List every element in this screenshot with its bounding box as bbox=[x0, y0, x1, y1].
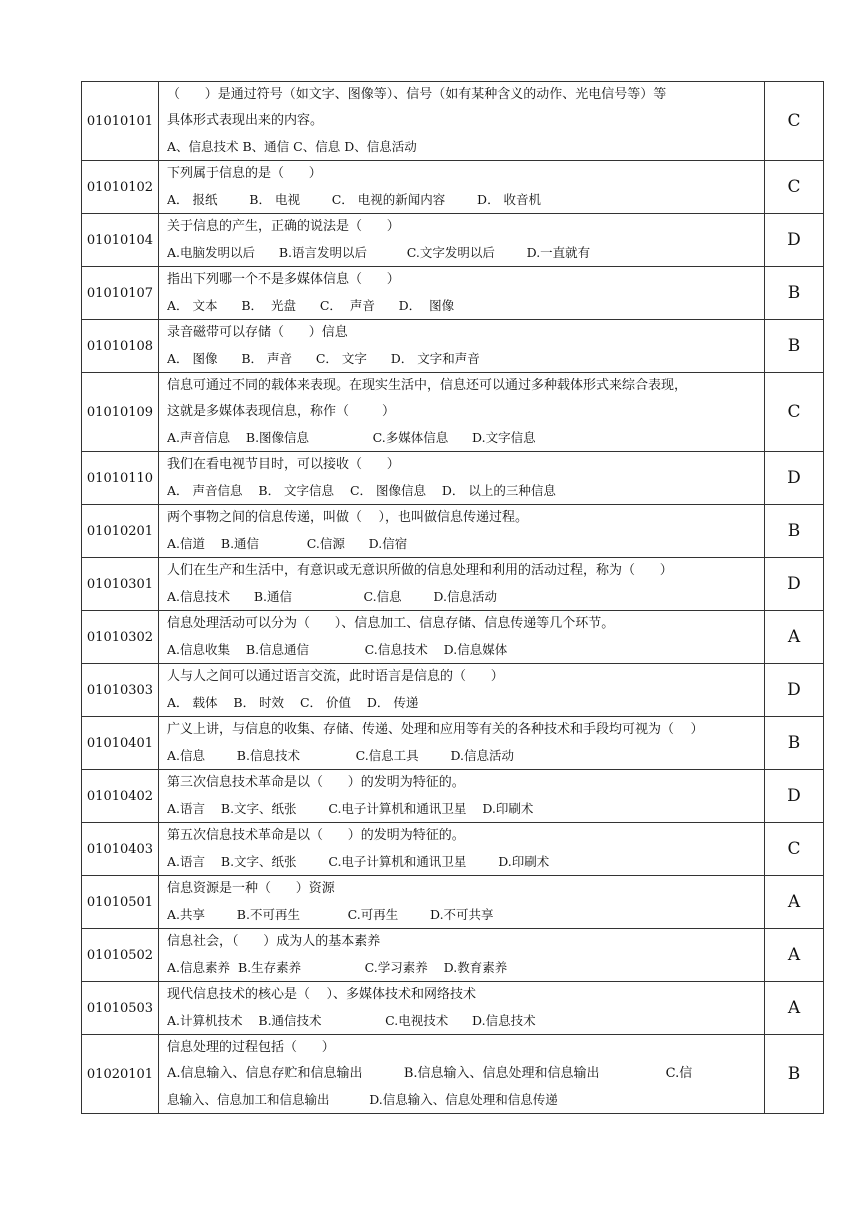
question-body bbox=[159, 558, 765, 611]
question-code: 01010102 bbox=[82, 161, 159, 214]
question-row bbox=[82, 611, 824, 664]
question-table bbox=[81, 81, 824, 1114]
question-row bbox=[82, 929, 824, 982]
answer-options: A.共享 B.不可再生 C.可再生 D.不可共享 bbox=[167, 907, 494, 922]
question-row bbox=[82, 161, 824, 214]
question-row bbox=[82, 1035, 824, 1114]
question-text-line: 现代信息技术的核心是（ ）、多媒体技术和网络技术 bbox=[167, 987, 477, 1002]
answer-options: 息输入、信息加工和信息输出 D.信息输入、信息处理和信息传递 bbox=[167, 1092, 558, 1107]
correct-answer: B bbox=[765, 1035, 824, 1114]
question-text-line: 第三次信息技术革命是以（ ）的发明为特征的。 bbox=[167, 775, 465, 790]
correct-answer: B bbox=[765, 717, 824, 770]
question-row bbox=[82, 558, 824, 611]
question-code: 01010301 bbox=[82, 558, 159, 611]
question-row bbox=[82, 452, 824, 505]
answer-options: A.信息收集 B.信息通信 C.信息技术 D.信息媒体 bbox=[167, 642, 508, 657]
question-row bbox=[82, 717, 824, 770]
question-table-body bbox=[82, 82, 824, 1114]
question-body bbox=[159, 717, 765, 770]
answer-options: A.计算机技术 B.通信技术 C.电视技术 D.信息技术 bbox=[167, 1013, 536, 1028]
answer-options: A.语言 B.文字、纸张 C.电子计算机和通讯卫星 D.印刷术 bbox=[167, 801, 534, 816]
question-row bbox=[82, 82, 824, 161]
question-code: 01010110 bbox=[82, 452, 159, 505]
question-row bbox=[82, 214, 824, 267]
question-text-line: 关于信息的产生，正确的说法是（ ） bbox=[167, 219, 400, 234]
answer-options: A.语言 B.文字、纸张 C.电子计算机和通讯卫星 D.印刷术 bbox=[167, 854, 550, 869]
correct-answer: A bbox=[765, 929, 824, 982]
question-code: 01010108 bbox=[82, 320, 159, 373]
question-row bbox=[82, 267, 824, 320]
correct-answer: A bbox=[765, 611, 824, 664]
question-body bbox=[159, 876, 765, 929]
question-text-line: 这就是多媒体表现信息，称作（ ） bbox=[167, 404, 396, 419]
correct-answer: C bbox=[765, 823, 824, 876]
correct-answer: B bbox=[765, 320, 824, 373]
question-body bbox=[159, 214, 765, 267]
question-code: 01020101 bbox=[82, 1035, 159, 1114]
correct-answer: D bbox=[765, 664, 824, 717]
question-body bbox=[159, 82, 765, 161]
question-text-line: 人与人之间可以通过语言交流，此时语言是信息的（ ） bbox=[167, 669, 504, 684]
question-code: 01010107 bbox=[82, 267, 159, 320]
answer-options: A． 载体 B． 时效 C． 价值 D． 传递 bbox=[167, 695, 419, 710]
question-text-line: 信息社会，（ ）成为人的基本素养 bbox=[167, 934, 381, 949]
correct-answer: B bbox=[765, 505, 824, 558]
question-code: 01010401 bbox=[82, 717, 159, 770]
correct-answer: A bbox=[765, 876, 824, 929]
question-code: 01010403 bbox=[82, 823, 159, 876]
correct-answer: C bbox=[765, 82, 824, 161]
question-text-line: 我们在看电视节目时，可以接收（ ） bbox=[167, 457, 400, 472]
question-code: 01010201 bbox=[82, 505, 159, 558]
question-row bbox=[82, 982, 824, 1035]
correct-answer: A bbox=[765, 982, 824, 1035]
question-text-line: 信息处理的过程包括（ ） bbox=[167, 1040, 335, 1055]
correct-answer: C bbox=[765, 373, 824, 452]
question-text-line: 具体形式表现出来的内容。 bbox=[167, 113, 324, 128]
correct-answer: D bbox=[765, 770, 824, 823]
question-text-line: 指出下列哪一个不是多媒体信息（ ） bbox=[167, 272, 400, 287]
question-body bbox=[159, 823, 765, 876]
question-code: 01010402 bbox=[82, 770, 159, 823]
answer-options: A． 声音信息 B． 文字信息 C． 图像信息 D． 以上的三种信息 bbox=[167, 483, 556, 498]
question-text-line: 信息资源是一种（ ）资源 bbox=[167, 881, 335, 896]
answer-options: A.信道 B.通信 C.信源 D.信宿 bbox=[167, 536, 408, 551]
question-code: 01010101 bbox=[82, 82, 159, 161]
question-code: 01010501 bbox=[82, 876, 159, 929]
question-body bbox=[159, 505, 765, 558]
question-body bbox=[159, 267, 765, 320]
question-body bbox=[159, 982, 765, 1035]
correct-answer: B bbox=[765, 267, 824, 320]
answer-options: A.信息 B.信息技术 C.信息工具 D.信息活动 bbox=[167, 748, 515, 763]
question-text-line: A.信息输入、信息存贮和信息输出 B.信息输入、信息处理和信息输出 C.信 bbox=[167, 1066, 693, 1081]
question-text-line: 下列属于信息的是（ ） bbox=[167, 166, 322, 181]
question-text-line: 信息处理活动可以分为（ ）、信息加工、信息存储、信息传递等几个环节。 bbox=[167, 616, 615, 631]
question-code: 01010502 bbox=[82, 929, 159, 982]
question-row bbox=[82, 876, 824, 929]
question-row bbox=[82, 320, 824, 373]
correct-answer: D bbox=[765, 214, 824, 267]
answer-options: A． 文本 B． 光盘 C． 声音 D． 图像 bbox=[167, 298, 455, 313]
question-text-line: 信息可通过不同的载体来表现。在现实生活中，信息还可以通过多种载体形式来综合表现， bbox=[167, 378, 688, 393]
question-row bbox=[82, 770, 824, 823]
correct-answer: C bbox=[765, 161, 824, 214]
question-body bbox=[159, 452, 765, 505]
answer-options: A、信息技术 B、通信 C、信息 D、信息活动 bbox=[167, 139, 417, 154]
question-row bbox=[82, 823, 824, 876]
question-text-line: 第五次信息技术革命是以（ ）的发明为特征的。 bbox=[167, 828, 465, 843]
question-code: 01010303 bbox=[82, 664, 159, 717]
answer-options: A.声音信息 B.图像信息 C.多媒体信息 D.文字信息 bbox=[167, 430, 536, 445]
question-code: 01010302 bbox=[82, 611, 159, 664]
question-body bbox=[159, 320, 765, 373]
question-body bbox=[159, 1035, 765, 1114]
question-text-line: 人们在生产和生活中，有意识或无意识所做的信息处理和利用的活动过程，称为（ ） bbox=[167, 563, 673, 578]
answer-options: A.电脑发明以后 B.语言发明以后 C.文字发明以后 D.一直就有 bbox=[167, 245, 591, 260]
question-code: 01010109 bbox=[82, 373, 159, 452]
answer-options: A． 报纸 B． 电视 C． 电视的新闻内容 D． 收音机 bbox=[167, 192, 542, 207]
question-text-line: 两个事物之间的信息传递，叫做（ ），也叫做信息传递过程。 bbox=[167, 510, 529, 525]
question-body bbox=[159, 664, 765, 717]
question-row bbox=[82, 373, 824, 452]
question-body bbox=[159, 929, 765, 982]
question-body bbox=[159, 770, 765, 823]
answer-options: A． 图像 B． 声音 C． 文字 D． 文字和声音 bbox=[167, 351, 480, 366]
question-body bbox=[159, 161, 765, 214]
question-code: 01010503 bbox=[82, 982, 159, 1035]
question-code: 01010104 bbox=[82, 214, 159, 267]
question-body bbox=[159, 373, 765, 452]
question-row bbox=[82, 664, 824, 717]
question-text-line: 广义上讲，与信息的收集、存储、传递、处理和应用等有关的各种技术和手段均可视为（ ） bbox=[167, 722, 704, 737]
question-body bbox=[159, 611, 765, 664]
correct-answer: D bbox=[765, 452, 824, 505]
answer-options: A.信息素养 B.生存素养 C.学习素养 D.教育素养 bbox=[167, 960, 508, 975]
answer-options: A.信息技术 B.通信 C.信息 D.信息活动 bbox=[167, 589, 497, 604]
correct-answer: D bbox=[765, 558, 824, 611]
question-text-line: （ ）是通过符号（如文字、图像等）、信号（如有某种含义的动作、光电信号等）等 bbox=[167, 87, 667, 102]
question-row bbox=[82, 505, 824, 558]
question-text-line: 录音磁带可以存储（ ）信息 bbox=[167, 325, 348, 340]
